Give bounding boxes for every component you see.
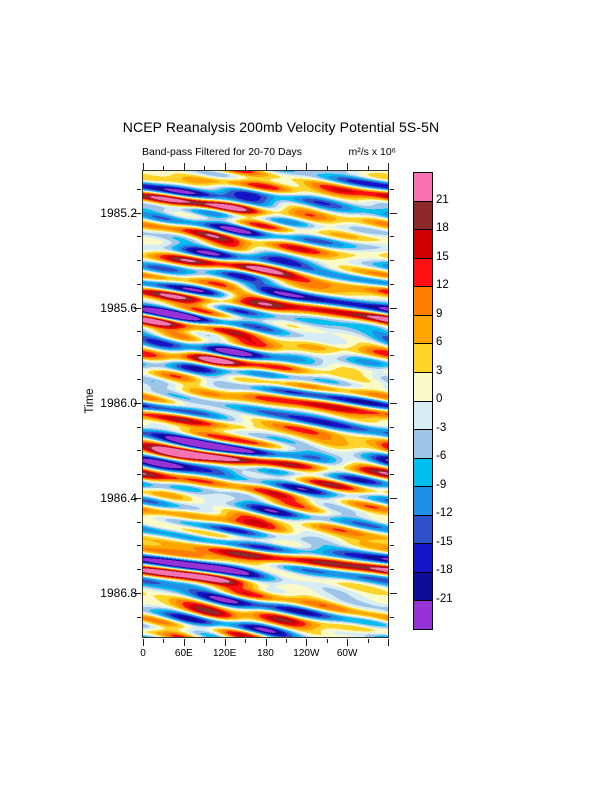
- y-tick: [137, 379, 141, 380]
- colorbar-segment: [414, 544, 432, 573]
- y-tick: [390, 474, 394, 475]
- y-tick: [137, 474, 141, 475]
- x-tick-label: 60E: [174, 648, 193, 659]
- x-tick: [163, 639, 164, 643]
- y-tick: [390, 498, 397, 499]
- y-tick: [137, 617, 141, 618]
- chart-title: NCEP Reanalysis 200mb Velocity Potential 5S-5N: [122, 119, 440, 135]
- y-tick: [390, 308, 397, 309]
- colorbar: [413, 172, 433, 630]
- y-tick: [390, 189, 394, 190]
- x-tick: [225, 639, 226, 646]
- x-tick: [368, 639, 369, 643]
- colorbar-segment: [414, 601, 432, 629]
- x-tick: [286, 639, 287, 643]
- x-tick-label: 180: [257, 648, 274, 659]
- x-tick: [266, 163, 267, 170]
- hovmoller-heatmap-canvas: [143, 171, 388, 637]
- colorbar-segment: [414, 202, 432, 231]
- y-tick: [137, 331, 141, 332]
- y-tick: [390, 617, 394, 618]
- y-tick: [137, 284, 141, 285]
- x-tick: [245, 639, 246, 643]
- y-tick: [137, 260, 141, 261]
- units-label: m²/s x 10⁶: [348, 146, 396, 158]
- colorbar-label: 9: [436, 307, 443, 320]
- colorbar-segment: [414, 516, 432, 545]
- colorbar-segment: [414, 573, 432, 602]
- y-tick: [390, 213, 397, 214]
- x-tick: [388, 639, 389, 646]
- y-tick: [390, 355, 394, 356]
- y-tick-label: 1985.2: [100, 205, 137, 220]
- x-tick: [184, 639, 185, 646]
- x-tick: [143, 639, 144, 646]
- y-tick: [390, 545, 394, 546]
- colorbar-label: -6: [436, 450, 447, 462]
- colorbar-segment: [414, 259, 432, 288]
- colorbar-label: 0: [436, 393, 443, 405]
- x-tick: [327, 639, 328, 643]
- y-tick-label: 1986.4: [100, 490, 137, 505]
- plot-area: [142, 170, 389, 638]
- y-tick: [137, 236, 141, 237]
- y-tick: [137, 545, 141, 546]
- x-tick: [347, 639, 348, 646]
- x-tick: [388, 163, 389, 170]
- colorbar-segment: [414, 402, 432, 431]
- x-tick: [266, 639, 267, 646]
- x-tick: [245, 166, 246, 170]
- colorbar-label: 12: [436, 279, 449, 291]
- colorbar-segment: [414, 287, 432, 316]
- y-tick: [390, 427, 394, 428]
- colorbar-segment: [414, 230, 432, 259]
- y-tick-label: 1985.6: [100, 300, 137, 315]
- y-tick: [137, 522, 141, 523]
- y-tick: [137, 569, 141, 570]
- colorbar-label: -18: [436, 564, 453, 576]
- colorbar-label: 18: [436, 222, 449, 234]
- colorbar-label: 21: [436, 193, 449, 206]
- x-tick-label: 0: [140, 648, 146, 659]
- colorbar-segment: [414, 373, 432, 402]
- y-axis-title: Time: [84, 388, 96, 414]
- x-tick: [368, 166, 369, 170]
- colorbar-label: -3: [436, 421, 447, 434]
- y-tick: [137, 427, 141, 428]
- y-tick-label: 1986.0: [100, 395, 137, 410]
- x-tick: [143, 163, 144, 170]
- colorbar-label: 3: [436, 364, 443, 377]
- colorbar-label: 6: [436, 336, 443, 348]
- x-tick: [306, 163, 307, 170]
- x-tick: [347, 163, 348, 170]
- y-tick: [137, 355, 141, 356]
- y-tick: [390, 522, 394, 523]
- y-tick: [390, 450, 394, 451]
- y-tick: [137, 450, 141, 451]
- x-tick: [204, 166, 205, 170]
- y-tick-label: 1986.8: [100, 586, 137, 600]
- x-tick: [306, 639, 307, 646]
- x-tick-label: 60W: [336, 648, 358, 659]
- y-tick: [137, 189, 141, 190]
- y-tick: [390, 284, 394, 285]
- colorbar-segment: [414, 459, 432, 488]
- x-tick: [286, 166, 287, 170]
- colorbar-label: -15: [436, 535, 453, 548]
- y-tick: [390, 331, 394, 332]
- y-tick: [390, 403, 397, 404]
- colorbar-label: -12: [436, 507, 453, 519]
- colorbar-segment: [414, 430, 432, 459]
- y-tick: [390, 569, 394, 570]
- y-tick: [390, 379, 394, 380]
- colorbar-segment: [414, 173, 432, 202]
- x-tick: [163, 166, 164, 170]
- colorbar-segment: [414, 487, 432, 516]
- y-tick: [390, 260, 394, 261]
- x-tick: [204, 639, 205, 643]
- x-tick: [327, 166, 328, 170]
- x-tick: [225, 163, 226, 170]
- x-tick-label: 120E: [212, 648, 237, 659]
- y-tick: [390, 236, 394, 237]
- colorbar-label: 15: [436, 250, 449, 263]
- colorbar-label: -21: [436, 592, 453, 605]
- x-tick-label: 120W: [293, 648, 320, 659]
- colorbar-segment: [414, 344, 432, 373]
- x-tick: [184, 163, 185, 170]
- y-tick: [390, 593, 397, 594]
- chart-subtitle: Band-pass Filtered for 20-70 Days: [142, 146, 302, 158]
- colorbar-label: -9: [436, 478, 447, 491]
- colorbar-segment: [414, 316, 432, 345]
